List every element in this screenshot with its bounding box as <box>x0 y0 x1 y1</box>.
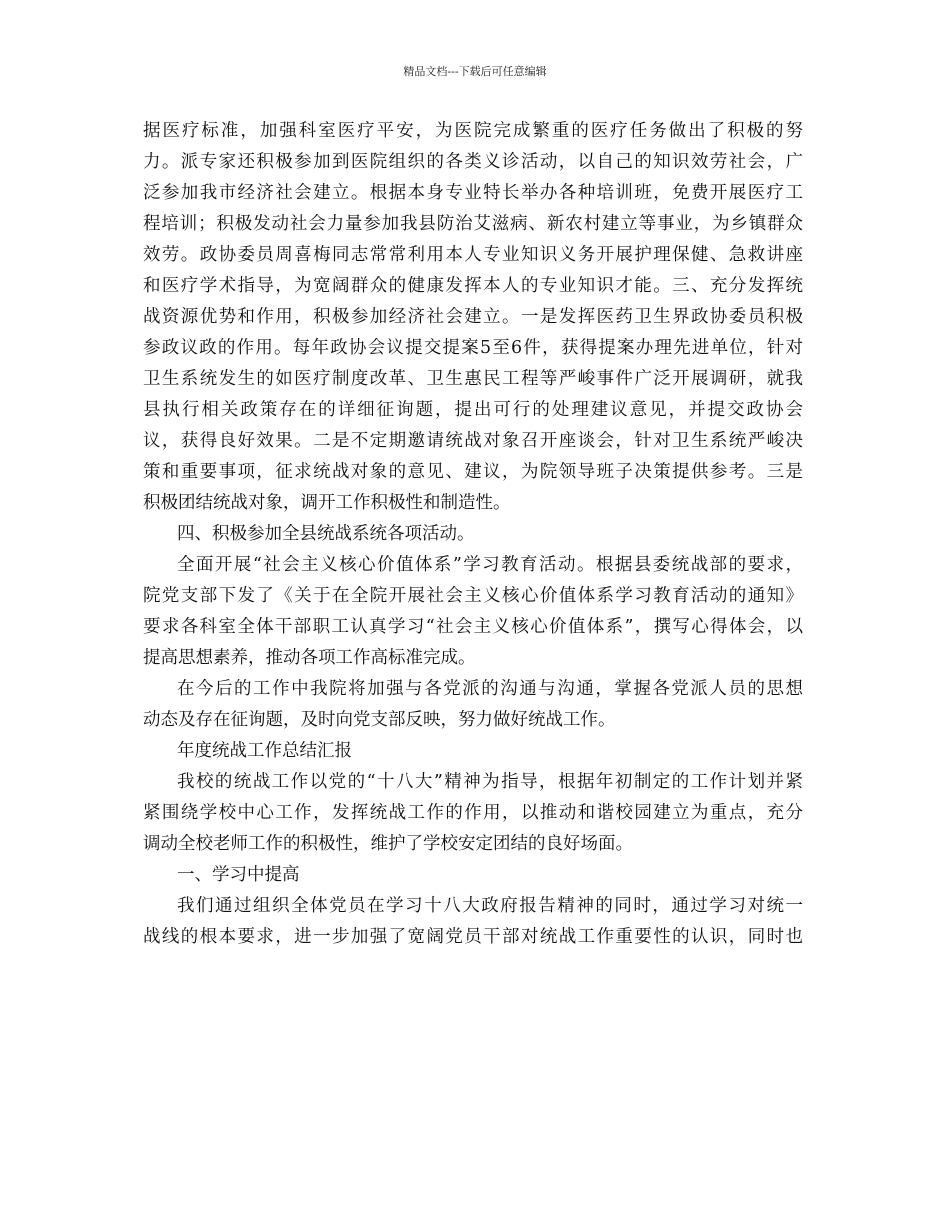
text-line: 院党支部下发了《关于在全院开展社会主义核心价值体系学习教育活动的通知》 <box>143 586 803 606</box>
text-line: 动态及存在征询题，及时向党支部反映，努力做好统战工作。 <box>143 710 616 730</box>
text-line: 要求各科室全体干部职工认真学习“社会主义核心价值体系”，撰写心得体会，以 <box>143 617 803 637</box>
text-line: 策和重要事项，征求统战对象的意见、建议，为院领导班子决策提供参考。三是 <box>143 462 803 482</box>
text-line: 积极团结统战对象，调开工作积极性和制造性。 <box>143 493 511 513</box>
section-heading: 四、积极参加全县统战系统各项活动。 <box>177 524 475 544</box>
text-line: 程培训；积极发动社会力量参加我县防治艾滋病、新农村建立等事业，为乡镇群众 <box>143 214 803 234</box>
text-line: 和医疗学术指导，为宽阔群众的健康发挥本人的专业知识才能。三、充分发挥统 <box>143 276 803 296</box>
text-line: 战线的根本要求，进一步加强了宽阔党员干部对统战工作重要性的认识，同时也 <box>143 927 803 947</box>
text-line: 参政议政的作用。每年政协会议提交提案5至6件，获得提案办理先进单位，针对 <box>143 338 803 358</box>
text-line: 在今后的工作中我院将加强与各党派的沟通与沟通，掌握各党派人员的思想 <box>177 679 803 699</box>
text-line: 县执行相关政策存在的详细征询题，提出可行的处理建议意见，并提交政协会 <box>143 400 803 420</box>
document-subtitle: 年度统战工作总结汇报 <box>177 741 352 761</box>
text-line: 提高思想素养，推动各项工作高标准完成。 <box>143 648 476 668</box>
section-heading: 一、学习中提高 <box>177 865 300 885</box>
text-line: 战资源优势和作用，积极参加经济社会建立。一是发挥医药卫生界政协委员积极 <box>143 307 803 327</box>
text-line: 力。派专家还积极参加到医院组织的各类义诊活动，以自己的知识效劳社会，广 <box>143 152 803 172</box>
document-body <box>143 116 803 953</box>
page-header: 精品文档---下载后可任意编辑 <box>403 65 547 78</box>
text-line: 据医疗标准，加强科室医疗平安，为医院完成繁重的医疗任务做出了积极的努 <box>143 121 803 141</box>
text-line: 泛参加我市经济社会建立。根据本身专业特长举办各种培训班，免费开展医疗工 <box>143 183 803 203</box>
text-line: 紧围绕学校中心工作，发挥统战工作的作用，以推动和谐校园建立为重点，充分 <box>143 803 803 823</box>
text-line: 效劳。政协委员周喜梅同志常常利用本人专业知识义务开展护理保健、急救讲座 <box>143 245 803 265</box>
text-line: 卫生系统发生的如医疗制度改革、卫生惠民工程等严峻事件广泛开展调研，就我 <box>143 369 803 389</box>
text-line: 我们通过组织全体党员在学习十八大政府报告精神的同时，通过学习对统一 <box>177 896 803 916</box>
text-line: 我校的统战工作以党的“十八大”精神为指导，根据年初制定的工作计划并紧 <box>177 772 803 792</box>
text-line: 全面开展“社会主义核心价值体系”学习教育活动。根据县委统战部的要求， <box>177 555 803 575</box>
text-line: 调动全校老师工作的积极性，维护了学校安定团结的良好场面。 <box>143 834 633 854</box>
text-line: 议，获得良好效果。二是不定期邀请统战对象召开座谈会，针对卫生系统严峻决 <box>143 431 803 451</box>
